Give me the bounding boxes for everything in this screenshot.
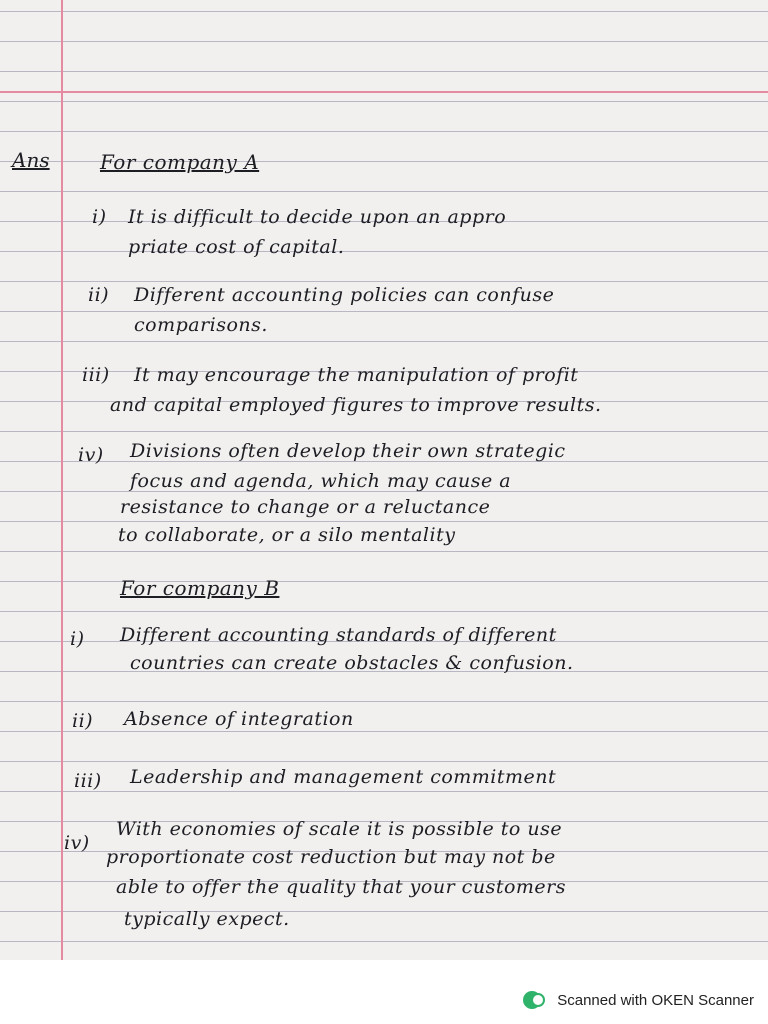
scanner-watermark — [523, 990, 754, 1010]
point-marker: ii) — [88, 284, 110, 306]
point-line: comparisons. — [134, 314, 268, 336]
point-marker: iii) — [74, 770, 102, 792]
point-line: Leadership and management commitment — [130, 766, 557, 788]
point-line: With economies of scale it is possible to use — [116, 818, 563, 840]
scanner-text: Scanned with OKEN Scanner — [557, 991, 754, 1009]
point-marker: ii) — [72, 710, 94, 732]
point-line: Different accounting standards of different — [120, 624, 557, 646]
point-line: proportionate cost reduction but may not be — [106, 846, 556, 868]
point-line: and capital employed figures to improve results. — [110, 394, 602, 416]
oken-scanner-logo-icon — [523, 990, 549, 1010]
point-line: It is difficult to decide upon an appro — [128, 206, 507, 228]
left-margin-line — [61, 0, 63, 960]
point-marker: i) — [92, 206, 107, 228]
point-line: resistance to change or a reluctance — [120, 496, 491, 518]
point-line: able to offer the quality that your customers — [116, 876, 566, 898]
point-line: to collaborate, or a silo mentality — [118, 524, 456, 546]
point-line: typically expect. — [124, 908, 290, 930]
point-line: focus and agenda, which may cause a — [130, 470, 512, 492]
answer-label: Ans — [12, 148, 50, 172]
point-marker: iii) — [82, 364, 110, 386]
point-marker: iv) — [64, 832, 90, 854]
point-line: Absence of integration — [124, 708, 354, 730]
point-line: Different accounting policies can confuse — [134, 284, 555, 306]
point-marker: iv) — [78, 444, 104, 466]
scanner-footer — [0, 960, 768, 1024]
point-line: It may encourage the manipulation of profit — [134, 364, 579, 386]
top-margin-line — [0, 91, 768, 93]
point-line: Divisions often develop their own strategic — [130, 440, 566, 462]
point-marker: i) — [70, 628, 85, 650]
company-a-heading: For company A — [100, 150, 260, 174]
point-line: countries can create obstacles & confusion. — [130, 652, 574, 674]
point-line: priate cost of capital. — [128, 236, 345, 258]
company-b-heading: For company B — [120, 576, 280, 600]
